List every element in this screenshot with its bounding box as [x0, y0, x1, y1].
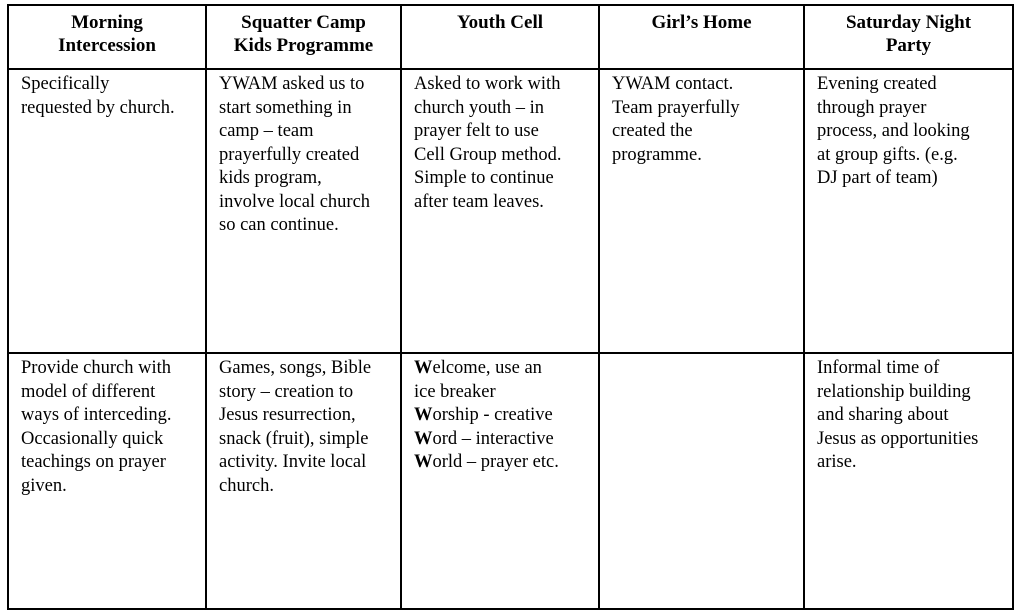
table-header-row — [8, 5, 1013, 69]
header-line: Kids Programme — [233, 35, 374, 56]
cell-line: Simple to continue — [414, 168, 554, 188]
cell-line: Jesus resurrection, — [219, 405, 356, 425]
cell-line: arise. — [817, 452, 857, 472]
cell-line: camp – team — [219, 121, 314, 141]
bold-initial: W — [414, 358, 433, 378]
cell-content-squatter-camp — [206, 353, 401, 609]
cell-line: Cell Group method. — [414, 144, 562, 165]
cell-origin-morning-intercession — [8, 69, 206, 353]
cell-line: Occasionally quick — [21, 428, 164, 449]
bold-initial: W — [414, 428, 433, 449]
cell-origin-saturday-night-party — [804, 69, 1013, 353]
line-rest: elcome, use an — [432, 358, 542, 378]
cell-line: start something in — [219, 97, 352, 118]
header-line: Party — [885, 35, 932, 56]
cell-line: Games, songs, Bible — [219, 358, 372, 378]
bold-initial: W — [414, 452, 433, 472]
cell-content-girls-home — [599, 353, 804, 609]
cell-origin-squatter-camp — [206, 69, 401, 353]
cell-line: ways of interceding. — [21, 405, 172, 425]
cell-line: Evening created — [817, 74, 937, 94]
header-line: Squatter Camp — [241, 12, 366, 33]
cell-line: Informal time of — [817, 358, 940, 378]
cell-line: relationship building — [817, 381, 971, 402]
bold-initial: W — [414, 405, 433, 425]
cell-line: snack (fruit), simple — [219, 428, 369, 449]
cell-line: prayerfully created — [219, 144, 360, 165]
cell-line: kids program, — [219, 168, 322, 188]
cell-line: process, and looking — [817, 121, 970, 141]
cell-line: story – creation to — [219, 381, 354, 402]
header-youth-cell — [401, 5, 599, 69]
cell-line: Provide church with — [21, 358, 172, 378]
cell-line: after team leaves. — [414, 191, 544, 212]
cell-line: Asked to work with — [414, 74, 561, 94]
header-line: Morning — [71, 12, 143, 33]
cell-line: prayer felt to use — [414, 121, 539, 141]
cell-line — [414, 381, 592, 405]
header-line: Girl’s Home — [651, 12, 752, 33]
cell-line: given. — [21, 475, 67, 496]
line-rest: ice breaker — [414, 381, 496, 402]
cell-content-morning-intercession — [8, 353, 206, 609]
header-line: Youth Cell — [456, 12, 544, 33]
cell-line: church. — [219, 475, 274, 496]
cell-line — [414, 357, 592, 381]
cell-origin-girls-home — [599, 69, 804, 353]
cell-line: Specifically — [21, 74, 110, 94]
cell-line: YWAM contact. — [612, 74, 734, 94]
line-rest: orship - creative — [432, 405, 553, 425]
line-rest: ord – interactive — [432, 428, 554, 449]
header-line: Intercession — [58, 35, 156, 56]
cell-line: so can continue. — [219, 215, 339, 235]
cell-line: programme. — [612, 144, 702, 165]
cell-line: DJ part of team) — [817, 168, 938, 188]
header-morning-intercession — [8, 5, 206, 69]
cell-line — [414, 428, 592, 452]
header-line: Saturday Night — [845, 12, 972, 33]
cell-line: involve local church — [219, 191, 371, 212]
cell-line: teachings on prayer — [21, 452, 166, 472]
cell-line: and sharing about — [817, 405, 949, 425]
table-row — [8, 353, 1013, 609]
cell-line — [414, 451, 592, 475]
header-girls-home — [599, 5, 804, 69]
cell-line: Jesus as opportunities — [817, 428, 979, 449]
header-saturday-night-party — [804, 5, 1013, 69]
cell-line — [414, 404, 592, 428]
cell-origin-youth-cell — [401, 69, 599, 353]
table-row — [8, 69, 1013, 353]
cell-line: activity. Invite local — [219, 452, 367, 472]
cell-content-youth-cell — [401, 353, 599, 609]
header-squatter-camp-kids-programme — [206, 5, 401, 69]
cell-line: Team prayerfully — [612, 97, 740, 118]
cell-line: created the — [612, 121, 693, 141]
cell-line: requested by church. — [21, 97, 175, 118]
cell-line: through prayer — [817, 97, 927, 118]
cell-line: church youth – in — [414, 97, 544, 118]
activities-table — [7, 4, 1014, 610]
cell-content-saturday-night-party — [804, 353, 1013, 609]
cell-line: at group gifts. (e.g. — [817, 144, 958, 165]
cell-line: YWAM asked us to — [219, 74, 365, 94]
cell-line: model of different — [21, 381, 156, 402]
line-rest: orld – prayer etc. — [432, 452, 559, 472]
